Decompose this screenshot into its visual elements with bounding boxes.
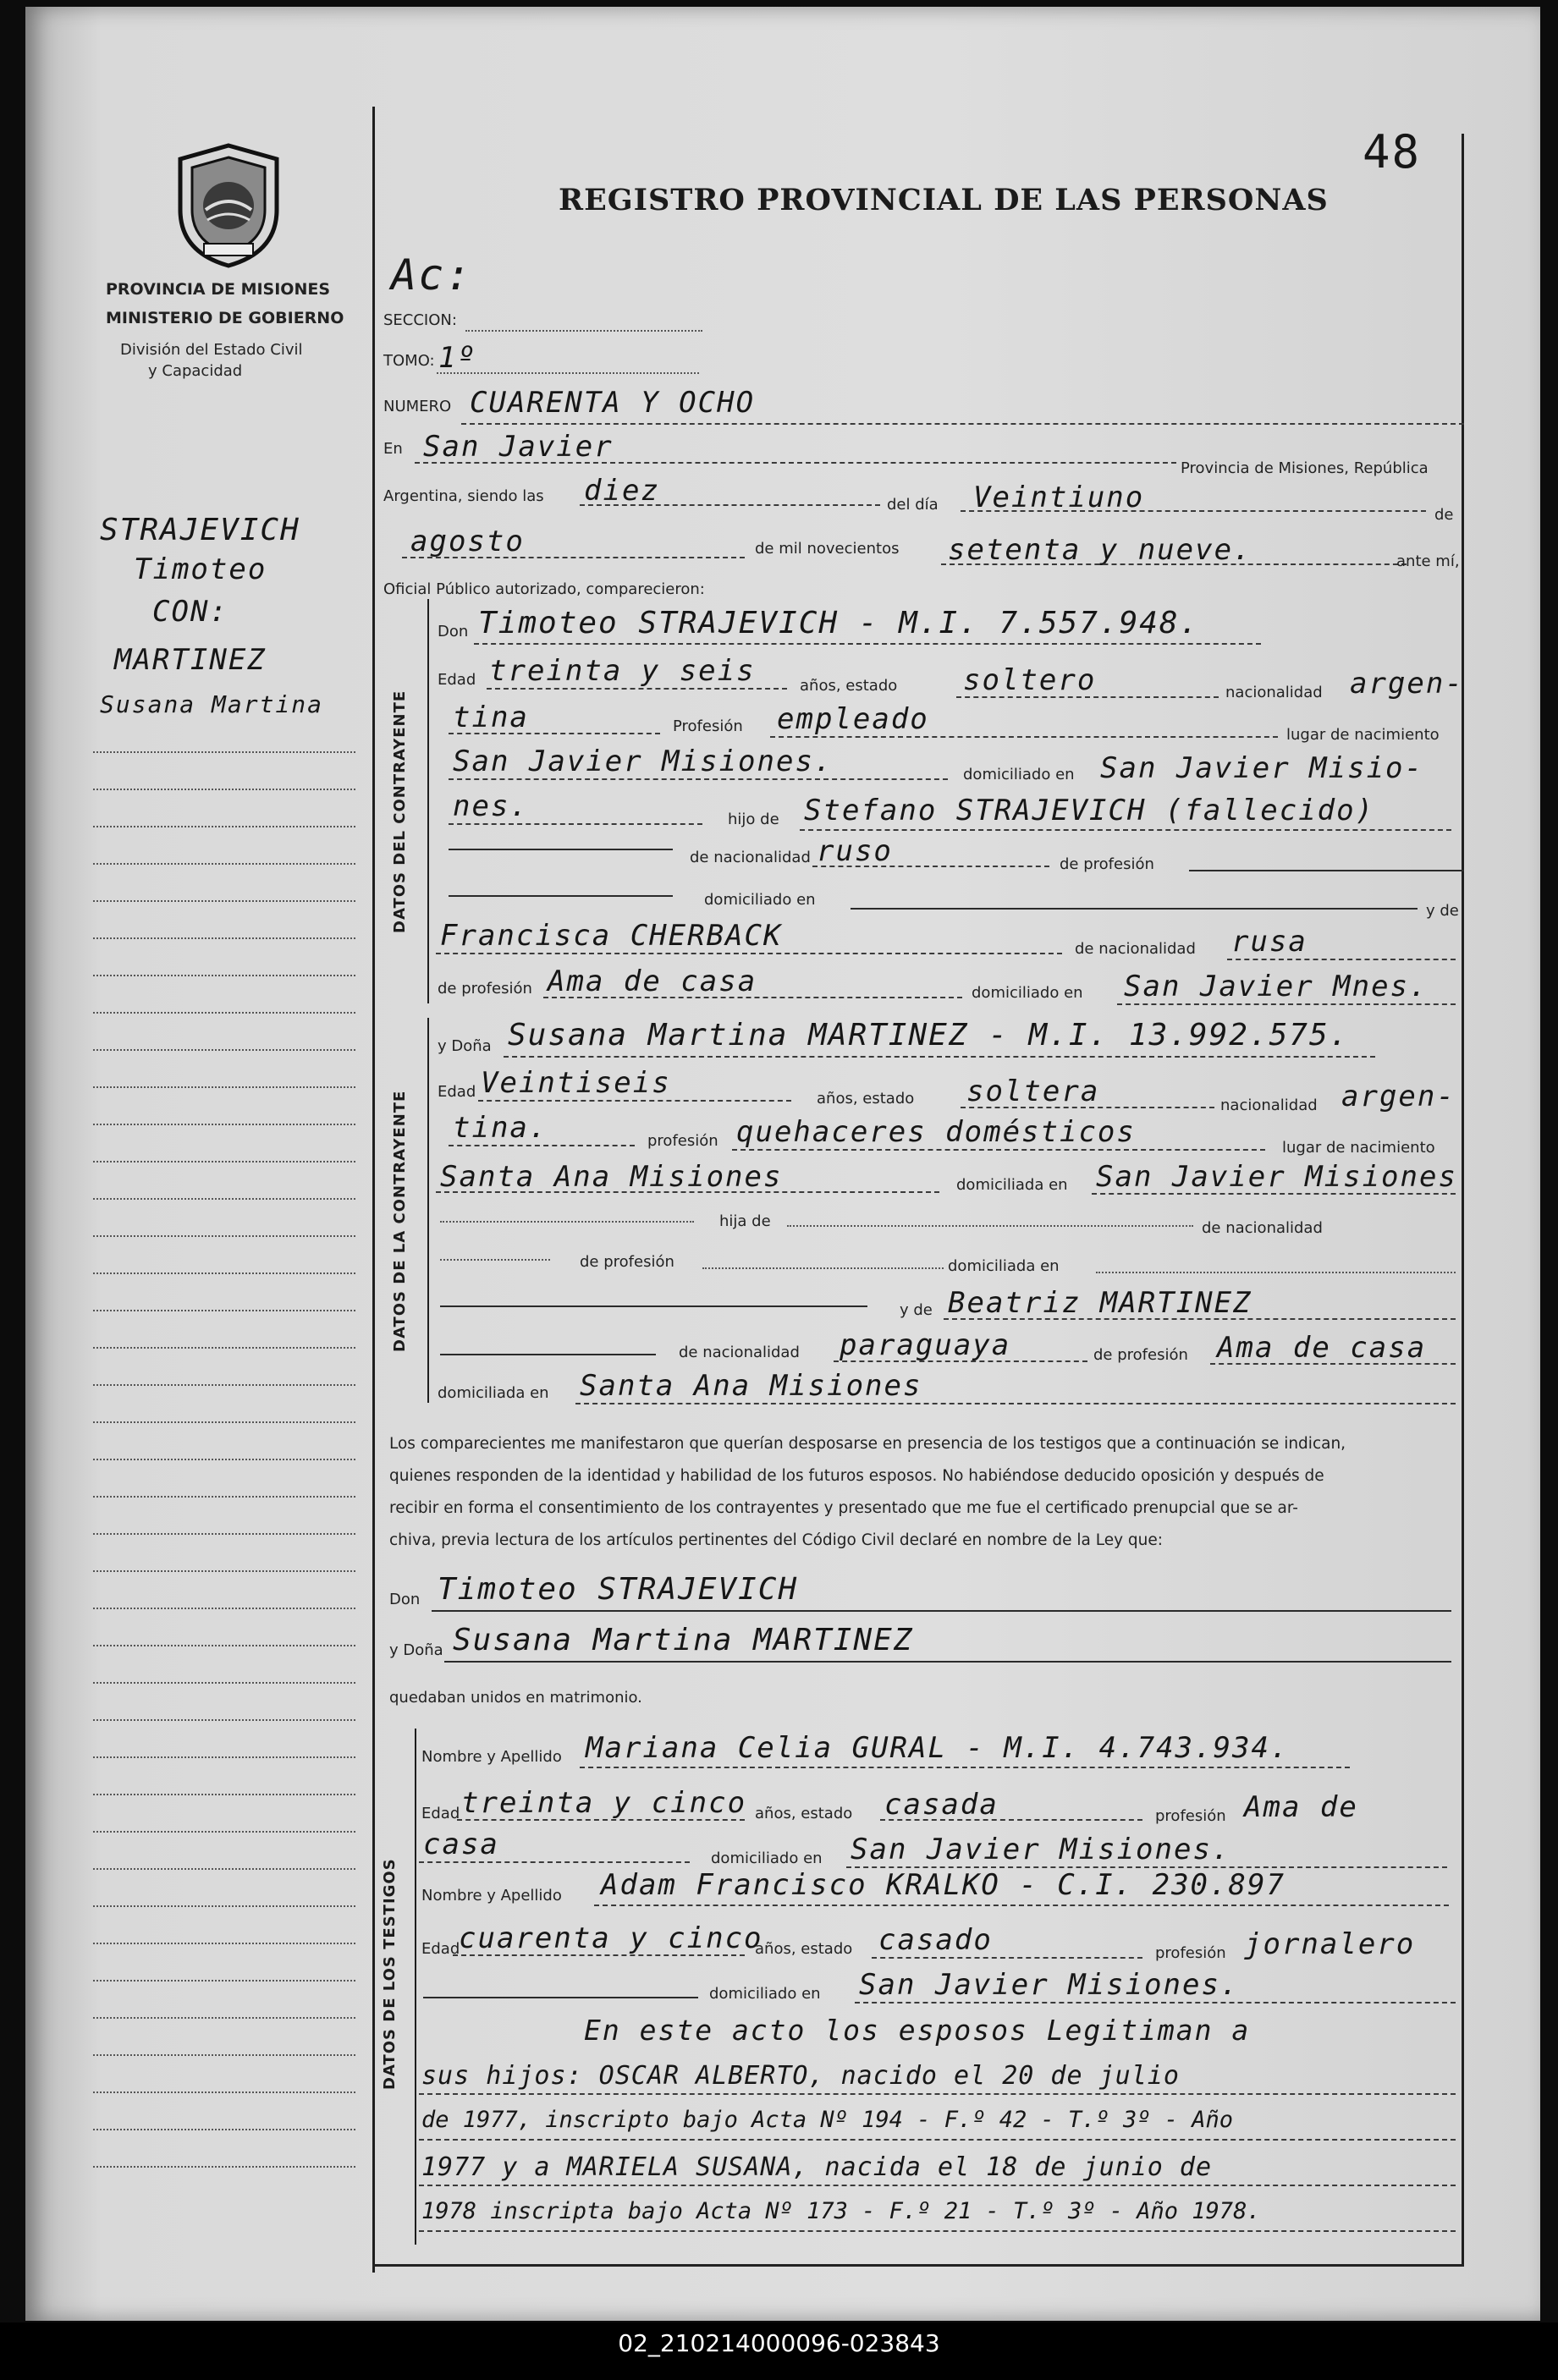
tomo-value: 1º [438, 341, 476, 375]
hijo-de-label: hijo de [728, 811, 779, 828]
acta-label: Ac: [391, 250, 473, 300]
father-blank-line [449, 849, 673, 850]
bride-nationality-2: tina. [453, 1111, 548, 1145]
groom-name: Timoteo STRAJEVICH - M.I. 7.557.948. [478, 606, 1200, 640]
ante-mi-text: ante mí, [1396, 552, 1460, 570]
footer-image-id: 02_210214000096-023843 [618, 2329, 940, 2357]
hour-value: diez [584, 474, 660, 508]
y-de-label: y de [1426, 902, 1459, 920]
f-y-de-label: y de [900, 1301, 933, 1319]
bride-mother-domicile: Santa Ana Misiones [580, 1369, 922, 1403]
bride-mother-profession-line [1210, 1363, 1456, 1365]
father-line [800, 829, 1451, 831]
annotation-line-2: sus hijos: OSCAR ALBERTO, nacido el 20 de julio [421, 2061, 1180, 2091]
en-label: En [383, 440, 403, 458]
witness2-profession: jornalero [1244, 1927, 1416, 1961]
witness2-age-line [453, 1954, 745, 1956]
numero-value: CUARENTA Y OCHO [470, 386, 756, 420]
margin-con: CON: [152, 595, 228, 629]
bride-age-line [478, 1100, 791, 1102]
witness1-status: casada [884, 1788, 999, 1822]
mother-profession: Ama de casa [548, 965, 757, 998]
t1-edad-label: Edad [421, 1805, 460, 1822]
annotation-rule-1 [419, 2093, 1456, 2095]
de-profesion-label: de profesión [1060, 855, 1154, 873]
f-father-dom-blank [440, 1305, 867, 1307]
witness2-domicile-line [855, 2002, 1456, 2003]
groom-profession: empleado [777, 702, 929, 736]
father-dom-blank [449, 895, 673, 897]
mother-line [436, 953, 1062, 954]
groom-birthplace: San Javier Misiones. [453, 745, 834, 778]
mother-domicile-line [1117, 1003, 1456, 1005]
mother-profesion-label: de profesión [438, 980, 532, 998]
t2-nombre-label: Nombre y Apellido [421, 1887, 562, 1905]
month-line [402, 557, 745, 558]
authority-division: División del Estado Civil [120, 341, 303, 359]
left-border-rule [372, 107, 375, 2273]
spouse-bride-line [444, 1661, 1451, 1663]
father-profession-line [1189, 870, 1464, 871]
groom-profession-line [770, 736, 1278, 738]
groom-domicile-line [449, 823, 702, 825]
groom-name-line [474, 643, 1261, 645]
profesion-label: Profesión [673, 717, 743, 735]
f-de-profesion-label: de profesión [580, 1253, 674, 1271]
declaration-line-3: recibir en forma el consentimiento de los contrayentes y presentado que me fue el certificado prenupcial que se ar- [389, 1499, 1298, 1517]
father-nationality: ruso [817, 834, 893, 868]
f-edad-label: Edad [438, 1083, 476, 1101]
month-value: agosto [410, 525, 525, 558]
groom-nationality-line [449, 733, 660, 734]
margin-bride-names: Susana Martina [100, 690, 324, 718]
de-mil-text: de mil novecientos [755, 540, 900, 558]
bride-status: soltera [966, 1075, 1100, 1108]
tomo-line [437, 372, 699, 374]
bride-name-line [504, 1056, 1375, 1058]
seccion-label: SECCION: [383, 311, 457, 329]
witness2-status-line [872, 1957, 1142, 1959]
del-dia-text: del día [887, 496, 939, 514]
provincial-seal-icon [173, 142, 284, 269]
witness2-domicile-blank [423, 1997, 698, 1998]
father-name: Stefano STRAJEVICH (fallecido) [804, 794, 1375, 827]
contrayente-bracket [427, 599, 429, 1003]
father-nationality-line [812, 866, 1049, 867]
authority-province: PROVINCIA DE MISIONES [106, 280, 331, 299]
bride-mother-profession: Ama de casa [1217, 1331, 1427, 1365]
contrayente-f-bracket [427, 1018, 429, 1403]
bride-mother-nationality: paraguaya [840, 1328, 1011, 1362]
annotation-line-4: 1977 y a MARIELA SUSANA, nacida el 18 de junio de [421, 2152, 1213, 2182]
f-father-blank [440, 1221, 694, 1223]
registry-page [25, 7, 1540, 2321]
contrayente-side-label: DATOS DEL CONTRAYENTE [391, 690, 409, 933]
f-father-domiciliado-label: domiciliada en [948, 1257, 1060, 1275]
bride-mother-line [944, 1318, 1456, 1320]
father-domicile-line [851, 908, 1418, 910]
bride-dona-label: y Doña [389, 1641, 443, 1659]
t1-profesion-label: profesión [1155, 1807, 1226, 1825]
witness1-profession-2: casa [423, 1828, 499, 1861]
de-nacionalidad-label: de nacionalidad [690, 849, 811, 866]
witness1-status-line [880, 1819, 1142, 1821]
tomo-label: TOMO: [383, 352, 435, 370]
bride-age: Veintiseis [481, 1066, 671, 1100]
de-text: de [1434, 506, 1454, 524]
groom-status-line [956, 696, 1219, 698]
witness1-domicile: San Javier Misiones. [851, 1833, 1231, 1866]
f-father-line [787, 1225, 1193, 1227]
t2-domiciliado-label: domiciliado en [709, 1985, 821, 2003]
numero-line [461, 423, 1464, 425]
bride-mother-nationality-line [834, 1360, 1087, 1362]
spouse-bride: Susana Martina MARTINEZ [453, 1623, 914, 1657]
edad-label: Edad [438, 671, 476, 689]
bride-mother-domicile-line [575, 1403, 1456, 1404]
lugar-nacimiento-label: lugar de nacimiento [1286, 726, 1440, 744]
authority-ministry: MINISTERIO DE GOBIERNO [106, 309, 344, 327]
t2-edad-label: Edad [421, 1940, 460, 1958]
f-lugar-nacimiento-label: lugar de nacimiento [1282, 1139, 1435, 1157]
year-value: setenta y nueve. [948, 533, 1252, 567]
mother-nationality-line [1227, 959, 1456, 960]
declaration-line-4: chiva, previa lectura de los artículos pertinentes del Código Civil declaré en nombre de la Ley que: [389, 1531, 1164, 1549]
quedaban-text: quedaban unidos en matrimonio. [389, 1689, 642, 1707]
mother-domicile: San Javier Mnes. [1124, 970, 1429, 1003]
witness1-profession-line [419, 1861, 690, 1863]
nacionalidad-label: nacionalidad [1225, 684, 1323, 701]
t2-anos-estado-label: años, estado [755, 1940, 853, 1958]
witness1-name: Mariana Celia GURAL - M.I. 4.743.934. [586, 1731, 1290, 1765]
bride-domicile: San Javier Misiones [1096, 1160, 1457, 1194]
bride-name: Susana Martina MARTINEZ - M.I. 13.992.575. [508, 1018, 1350, 1053]
bride-nationality-line [449, 1145, 635, 1146]
groom-status: soltero [963, 663, 1097, 697]
bottom-border-rule [372, 2264, 1464, 2267]
numero-label: NUMERO [383, 398, 452, 415]
annotation-line-5: 1978 inscripta bajo Acta Nº 173 - F.º 21 - T.º 3º - Año 1978. [421, 2198, 1261, 2224]
bride-birthplace: Santa Ana Misiones [440, 1160, 783, 1194]
t1-anos-estado-label: años, estado [755, 1805, 853, 1822]
bride-birthplace-line [436, 1191, 939, 1193]
groom-nationality-2: tina [453, 701, 529, 734]
right-border-rule [1462, 134, 1464, 2266]
margin-surname-bride: MARTINEZ [114, 643, 267, 677]
t1-nombre-label: Nombre y Apellido [421, 1748, 562, 1766]
groom-don-label: Don [389, 1591, 421, 1608]
f-father-profession-line [702, 1267, 944, 1269]
witness1-profession-1: Ama de [1244, 1790, 1358, 1824]
annotation-rule-3 [419, 2185, 1456, 2186]
margin-surname: STRAJEVICH [100, 513, 300, 547]
provincia-text: Provincia de Misiones, República [1181, 459, 1429, 477]
hija-de-label: hija de [719, 1212, 771, 1230]
witness1-name-line [580, 1767, 1350, 1768]
mother-nacionalidad-label: de nacionalidad [1075, 940, 1196, 958]
groom-birthplace-line [449, 778, 948, 780]
groom-age-line [487, 688, 787, 690]
groom-domicile-1: San Javier Misio- [1100, 751, 1423, 785]
oficial-text: Oficial Público autorizado, comparecieron: [383, 580, 705, 598]
father-domiciliado-label: domiciliado en [704, 891, 816, 909]
y-dona-label: y Doña [438, 1037, 492, 1055]
bride-profession: quehaceres domésticos [736, 1115, 1136, 1149]
annotation-rule-2 [419, 2139, 1456, 2141]
f-domiciliada-label: domiciliada en [956, 1176, 1068, 1194]
f-nacionalidad-label: nacionalidad [1220, 1097, 1318, 1114]
bride-domicile-line [1092, 1193, 1456, 1195]
witness2-status: casado [878, 1923, 993, 1957]
f-de-nacionalidad-label: de nacionalidad [1202, 1219, 1323, 1237]
bride-mother: Beatriz MARTINEZ [948, 1286, 1252, 1320]
spouse-groom-line [432, 1610, 1451, 1612]
spouse-groom: Timoteo STRAJEVICH [438, 1572, 799, 1607]
don-label: Don [438, 623, 469, 640]
authority-capacity: y Capacidad [148, 362, 243, 380]
f-profesion-label: profesión [647, 1132, 718, 1150]
mother-name: Francisca CHERBACK [440, 919, 783, 953]
witness1-age-line [457, 1819, 745, 1821]
groom-nationality-1: argen- [1350, 667, 1464, 701]
footer-bar [0, 2322, 1558, 2380]
witness2-domicile: San Javier Misiones. [859, 1968, 1240, 2002]
anos-estado-label: años, estado [800, 677, 898, 695]
contrayente-f-side-label: DATOS DE LA CONTRAYENTE [391, 1090, 409, 1352]
annotation-line-1: En este acto los esposos Legitiman a [584, 2014, 1251, 2047]
f-anos-estado-label: años, estado [817, 1090, 915, 1108]
day-line [961, 510, 1426, 512]
t2-profesion-label: profesión [1155, 1944, 1226, 1962]
witness2-age: cuarenta y cinco [459, 1921, 763, 1955]
year-line [941, 563, 1407, 565]
mother-profession-line [543, 997, 962, 998]
bride-status-line [961, 1107, 1214, 1108]
domiciliado-label: domiciliado en [963, 766, 1075, 783]
f-mother-blank [440, 1354, 656, 1355]
f-mother-profesion-label: de profesión [1093, 1346, 1188, 1364]
testigos-bracket [415, 1729, 416, 2245]
groom-age: treinta y seis [489, 654, 756, 688]
margin-firstname: Timoteo [134, 552, 267, 586]
declaration-line-2: quienes responden de la identidad y habilidad de los futuros esposos. No habiéndose deducido oposición y después de [389, 1467, 1324, 1485]
f-mother-nacionalidad-label: de nacionalidad [679, 1344, 800, 1361]
annotation-line-3: de 1977, inscripto bajo Acta Nº 194 - F.º 42 - T.º 3º - Año [421, 2107, 1234, 2133]
argentina-text: Argentina, siendo las [383, 487, 544, 505]
groom-domicile-2: nes. [453, 789, 529, 823]
f-father-domicile-line [1096, 1272, 1456, 1273]
bride-profession-line [732, 1149, 1265, 1151]
t1-domiciliado-label: domiciliado en [711, 1850, 823, 1867]
witness1-age: treinta y cinco [461, 1786, 747, 1820]
bride-nationality-1: argen- [1341, 1080, 1456, 1113]
declaration-line-1: Los comparecientes me manifestaron que querían desposarse en presencia de los testigos que a continuación se indican, [389, 1435, 1346, 1453]
f-father-prof-blank [440, 1259, 550, 1261]
mother-nationality: rusa [1231, 925, 1308, 959]
seccion-line [465, 330, 702, 332]
hour-line [580, 504, 880, 506]
mother-domiciliado-label: domiciliado en [972, 984, 1083, 1002]
witness2-name-line [594, 1905, 1449, 1906]
testigos-side-label: DATOS DE LOS TESTIGOS [381, 1858, 399, 2090]
place-value: San Javier [423, 430, 614, 464]
witness2-name: Adam Francisco KRALKO - C.I. 230.897 [601, 1868, 1285, 1902]
page-title: REGISTRO PROVINCIAL DE LAS PERSONAS [559, 183, 1329, 217]
page-number: 48 [1363, 125, 1422, 179]
day-value: Veintiuno [973, 481, 1145, 514]
annotation-rule-4 [419, 2230, 1456, 2232]
place-line [415, 462, 1176, 464]
f-mother-domiciliada-label: domiciliada en [438, 1384, 549, 1402]
margin-rules [93, 751, 355, 2168]
